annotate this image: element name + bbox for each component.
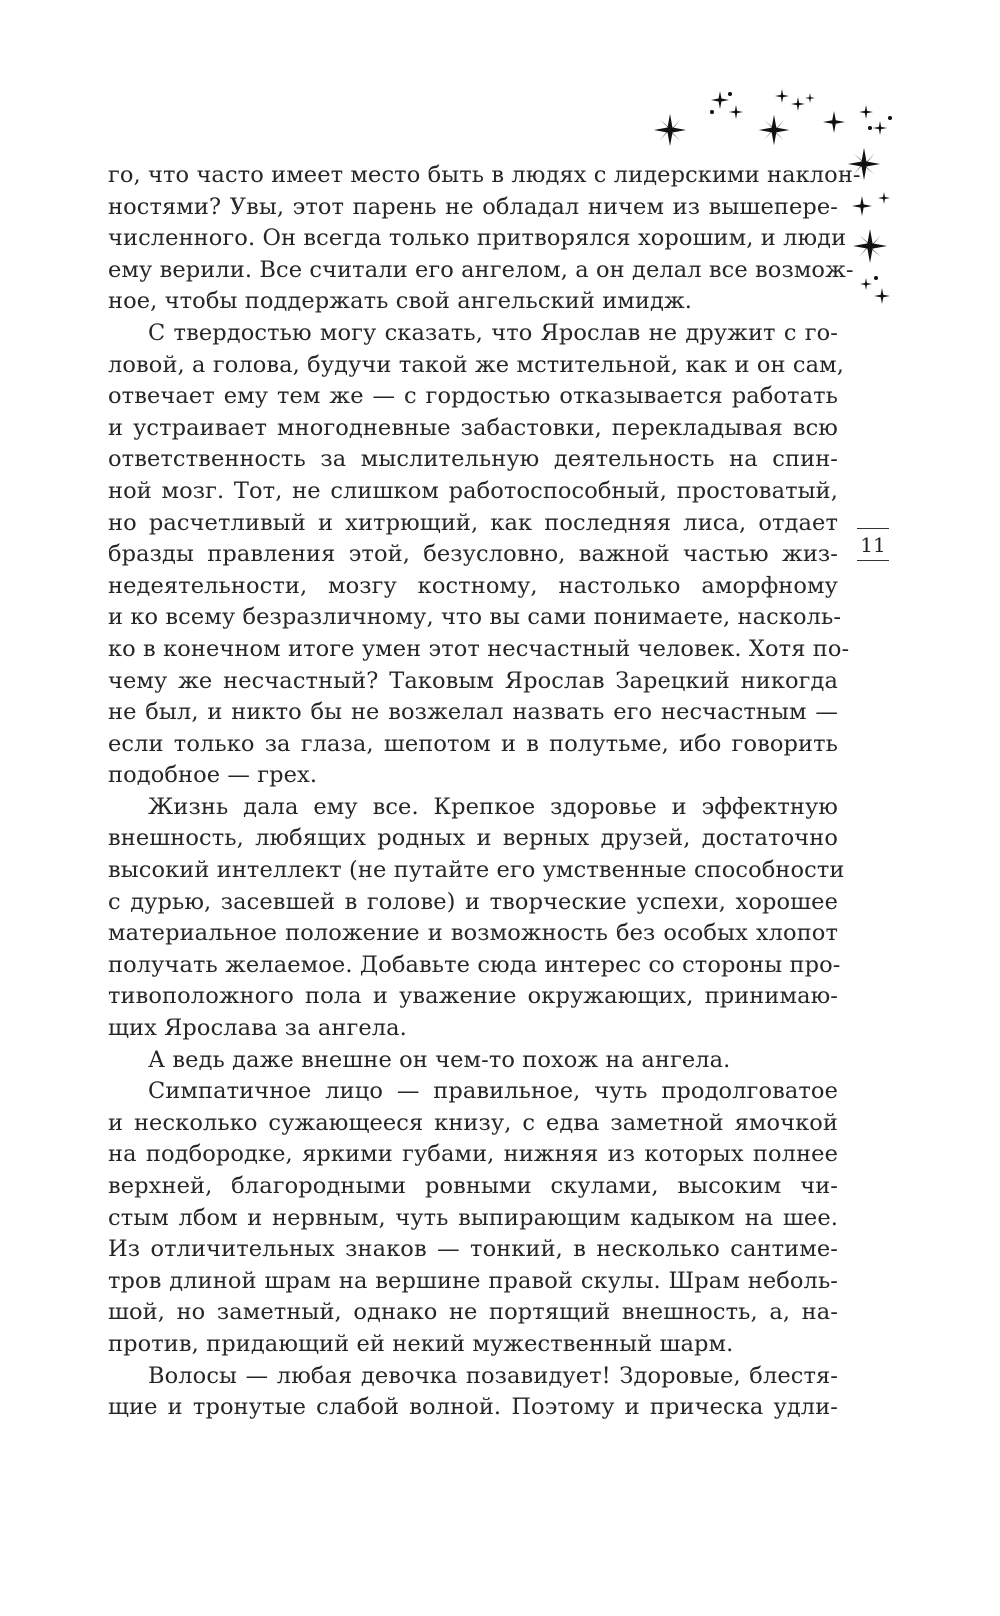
- page-number: 11: [857, 528, 889, 561]
- text-line: ответственность за мыслительную деятельность на спин-: [108, 446, 838, 473]
- text-line: ное, чтобы поддержать свой ангельский имидж.: [108, 288, 692, 315]
- text-line: бразды правления этой, безусловно, важной частью жиз-: [108, 541, 838, 568]
- text-line: верхней, благородными ровными скулами, высоким чи-: [108, 1173, 838, 1199]
- text-line: отвечает ему тем же — с гордостью отказывается работать: [108, 383, 838, 410]
- paragraph-2: [108, 318, 850, 792]
- text-line: и ко всему безразличному, что вы сами понимаете, насколь-: [108, 604, 842, 631]
- text-line: против, придающий ей некий мужественный шарм.: [108, 1330, 734, 1357]
- text-line: и устраивает многодневные забастовки, перекладывая всю: [108, 414, 838, 441]
- text-line: высокий интеллект (не путайте его умственные способности: [108, 857, 845, 884]
- text-line: внешность, любящих родных и верных друзей, достаточно: [108, 825, 838, 852]
- text-line: ему верили. Все считали его ангелом, а он делал все возмож-: [108, 256, 854, 283]
- text-line: если только за глаза, шепотом и в полутьме, ибо говорить: [108, 730, 838, 757]
- text-line: ностями? Увы, этот парень не обладал ничем из вышепере-: [108, 193, 838, 220]
- text-line: шой, но заметный, однако не портящий внешность, а, на-: [108, 1299, 838, 1326]
- text-line: тивоположного пола и уважение окружающих, принимаю-: [108, 983, 838, 1010]
- text-line: стым лбом и нервным, чуть выпирающим кадыком на шее.: [108, 1204, 838, 1231]
- text-line: Волосы — любая девочка позавидует! Здоровые, блестя-: [148, 1362, 838, 1389]
- body-text: [108, 160, 861, 1424]
- text-line: и несколько сужающееся книзу, с едва заметной ямочкой: [108, 1109, 838, 1136]
- text-line: материальное положение и возможность без особых хлопот: [108, 920, 838, 947]
- text-line: чему же несчастный? Таковым Ярослав Зарецкий никогда: [108, 667, 838, 694]
- paragraph-6: [108, 1361, 838, 1424]
- text-line: ко в конечном итоге умен этот несчастный человек. Хотя по-: [108, 635, 850, 662]
- paragraph-1: [108, 160, 861, 318]
- text-line: численного. Он всегда только притворялся хорошим, и люди: [108, 225, 847, 252]
- text-line: тров длиной шрам на вершине правой скулы. Шрам неболь-: [108, 1267, 838, 1294]
- text-line: го, что часто имеет место быть в людях с лидерскими наклон-: [108, 162, 861, 188]
- text-line: Симпатичное лицо — правильное, чуть продолговатое: [148, 1078, 838, 1105]
- text-line: подобное — грех.: [108, 762, 318, 789]
- paragraph-3: [108, 792, 845, 1045]
- paragraph-4: [108, 1045, 838, 1077]
- text-line: Из отличительных знаков — тонкий, в несколько сантиме-: [108, 1236, 838, 1263]
- text-line: ной мозг. Тот, не слишком работоспособный, простоватый,: [108, 477, 838, 504]
- text-line: но расчетливый и хитрющий, как последняя лиса, отдает: [108, 509, 838, 536]
- text-line: ловой, а голова, будучи такой же мстительной, как и он сам,: [108, 351, 844, 378]
- text-line: А ведь даже внешне он чем-то похож на ангела.: [148, 1046, 731, 1073]
- text-line: С твердостью могу сказать, что Ярослав не дружит с го-: [148, 319, 838, 346]
- text-line: недеятельности, мозгу костному, настолько аморфному: [108, 572, 838, 599]
- text-line: Жизнь дала ему все. Крепкое здоровье и эффектную: [148, 793, 838, 820]
- text-line: щих Ярослава за ангела.: [108, 1015, 407, 1042]
- text-line: с дурью, засевшей в голове) и творческие успехи, хорошее: [108, 888, 838, 915]
- text-line: на подбородке, яркими губами, нижняя из которых полнее: [108, 1141, 838, 1168]
- text-line: щие и тронутые слабой волной. Поэтому и прическа удли-: [108, 1394, 838, 1421]
- text-line: получать желаемое. Добавьте сюда интерес со стороны про-: [108, 951, 841, 978]
- text-line: не был, и никто бы не возжелал назвать его несчастным —: [108, 699, 838, 726]
- paragraph-5: [108, 1076, 838, 1360]
